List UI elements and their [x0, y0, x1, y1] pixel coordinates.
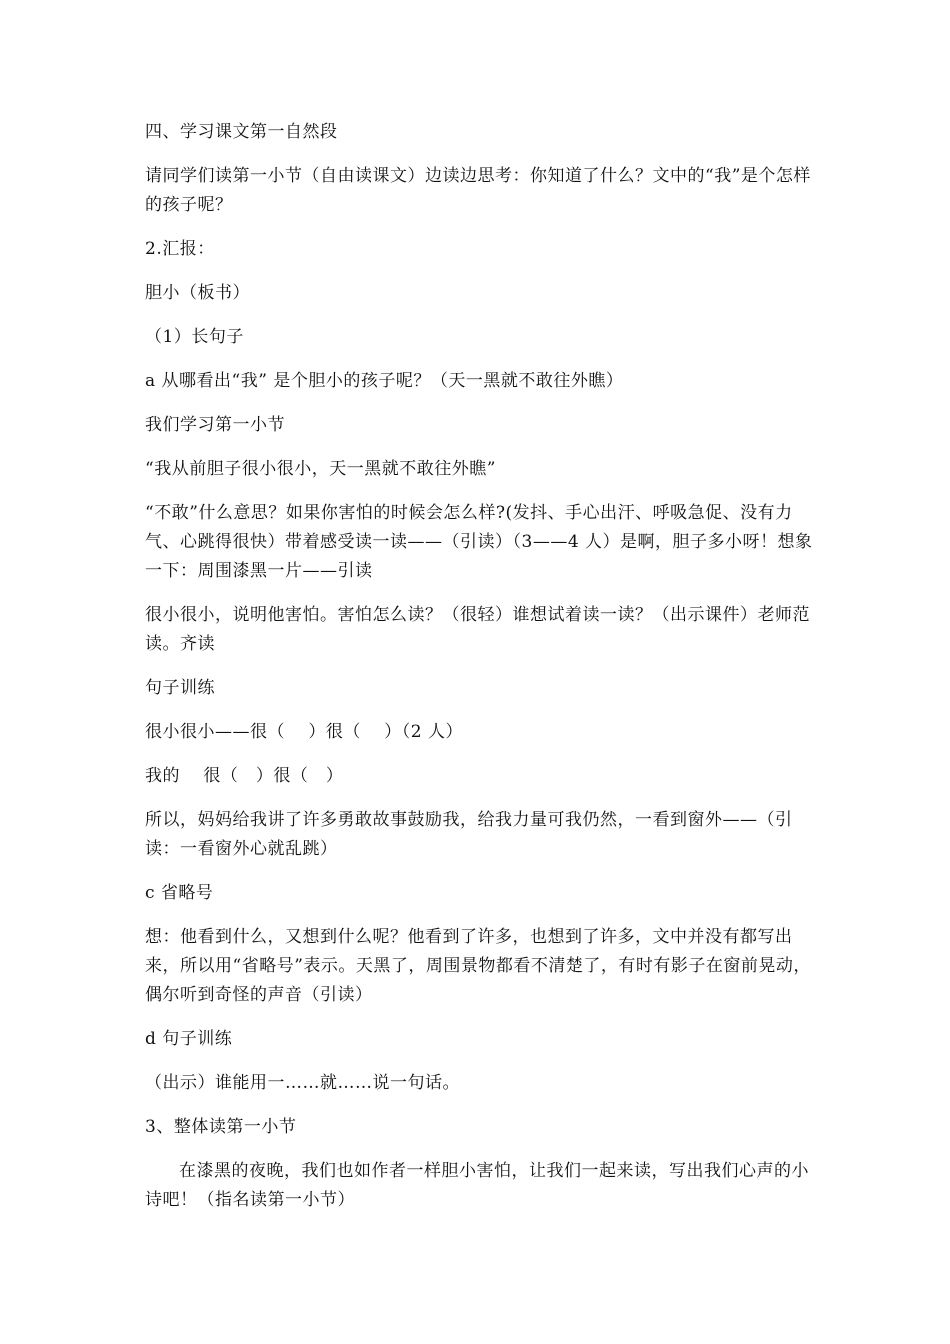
paragraph-study: 我们学习第一小节	[145, 415, 285, 435]
paragraph-read-whole: 3、整体读第一小节	[145, 1117, 297, 1137]
paragraph-quote: “我从前胆子很小很小，天一黑就不敢往外瞧”	[145, 459, 496, 479]
paragraph-show: （出示）谁能用一……就……说一句话。	[145, 1073, 460, 1093]
paragraph-very-small: 很小很小，说明他害怕。害怕怎么读？（很轻）谁想试着读一读？（出示课件）老师范读。齐读	[145, 605, 810, 654]
paragraph-sentence-training-d: d 句子训练	[145, 1029, 233, 1049]
paragraph-long-sentence: （1）长句子	[145, 327, 244, 347]
document-page	[145, 118, 815, 1230]
paragraph-question-a: a 从哪看出“我” 是个胆小的孩子呢？（天一黑就不敢往外瞧）	[145, 371, 624, 391]
paragraph-ellipsis: c 省略号	[145, 883, 214, 903]
paragraph-instruction: 请同学们读第一小节（自由读课文）边读边思考：你知道了什么？文中的“我”是个怎样的孩子呢？	[145, 166, 811, 215]
paragraph-report: 2.汇报：	[145, 239, 215, 259]
paragraph-exercise-2: 我的 很（ ）很（ ）	[145, 766, 344, 786]
paragraph-timid: 胆小（板书）	[145, 283, 250, 303]
paragraph-sentence-training: 句子训练	[145, 678, 215, 698]
paragraph-mother: 所以，妈妈给我讲了许多勇敢故事鼓励我，给我力量可我仍然，一看到窗外——（引读：一看窗外心就乱跳）	[145, 810, 793, 859]
section-heading: 四、学习课文第一自然段	[145, 122, 338, 142]
paragraph-exercise-1: 很小很小——很（ ）很（ ）（2 人）	[145, 722, 464, 742]
paragraph-closing: 在漆黑的夜晚，我们也如作者一样胆小害怕，让我们一起来读，写出我们心声的小诗吧！（指名读第一小节）	[145, 1161, 809, 1210]
paragraph-not-dare: “不敢”什么意思？如果你害怕的时候会怎么样?(发抖、手心出汗、呼吸急促、没有力气、心跳得很快）带着感受读一读——（引读）（3——4 人）是啊，胆子多小呀！想象一下：周围漆黑一片——引读	[145, 503, 813, 581]
paragraph-think: 想：他看到什么，又想到什么呢？他看到了许多，也想到了许多，文中并没有都写出来，所以用“省略号”表示。天黑了，周围景物都看不清楚了，有时有影子在窗前晃动，偶尔听到奇怪的声音（引读）	[145, 927, 811, 1005]
